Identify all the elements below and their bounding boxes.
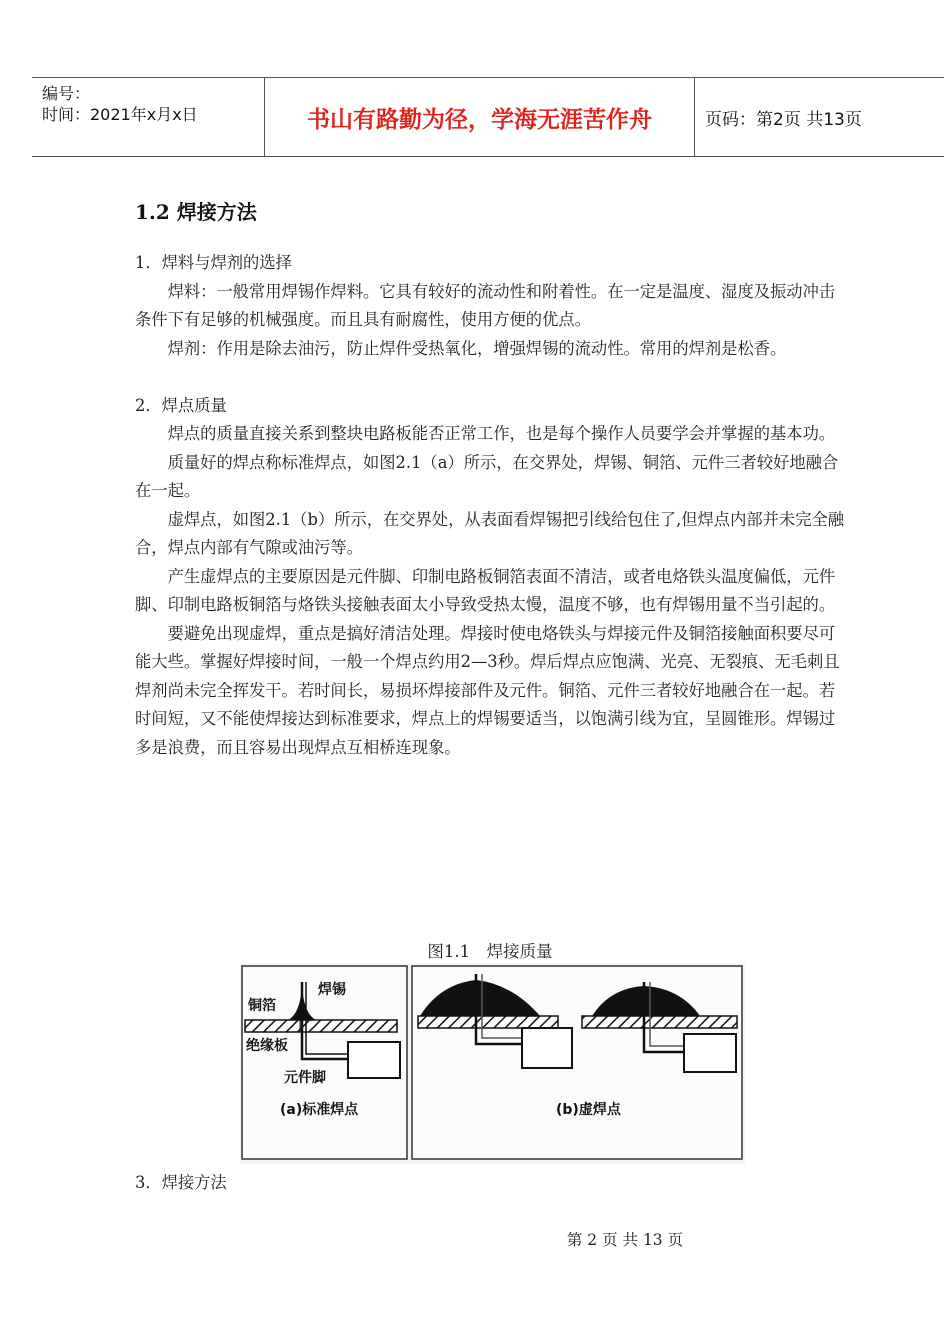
soldering-diagram <box>240 964 745 1164</box>
body-text <box>135 249 847 762</box>
header-page-label: 页码：第2页 共13页 <box>705 109 862 130</box>
paragraph: 焊料：一般常用焊锡作焊料。它具有较好的流动性和附着性。在一定是温度、湿度及振动冲击条件下有足够的机械强度。而且具有耐腐性，使用方便的优点。 <box>135 281 836 329</box>
paragraph: 焊点的质量直接关系到整块电路板能否正常工作，也是每个操作人员要学会并掌握的基本功。 <box>167 424 836 443</box>
figure-caption: 图1.1 焊接质量 <box>427 942 553 961</box>
label-caption-b: (b)虚焊点 <box>556 1102 621 1118</box>
label-board: 绝缘板 <box>246 1038 288 1054</box>
paragraph: 产生虚焊点的主要原因是元件脚、印制电路板铜箔表面不清洁，或者电烙铁头温度偏低，元件脚、印制电路板铜箔与烙铁头接触表面太小导致受热太慢，温度不够，也有焊锡用量不当引起的。 <box>135 566 836 614</box>
paragraph: 要避免出现虚焊，重点是搞好清洁处理。焊接时使电烙铁头与焊接元件及铜箔接触面积要尽可能大些。掌握好焊接时间，一般一个焊点约用2—3秒。焊后焊点应饱满、光亮、无裂痕、无毛刺且焊剂尚未完全挥发干。若时间长，易损坏焊接部件及元件。铜箔、元件三者较好地融合在一起。若时间短，又不能使焊接达到标准要求，焊点上的焊锡要适当，以饱满引线为宜，呈圆锥形。焊锡过多是浪费，而且容易出现焊点互相桥连现象。 <box>135 623 840 757</box>
header-motto: 书山有路勤为径，学海无涯苦作舟 <box>264 78 695 156</box>
subsection-heading: 2．焊点质量 <box>135 395 227 415</box>
panel-a-board <box>245 1020 397 1032</box>
document-number-label: 编号： <box>42 84 91 103</box>
panel-b-component-right <box>684 1034 736 1072</box>
paragraph: 焊剂：作用是除去油污，防止焊件受热氧化，增强焊锡的流动性。常用的焊剂是松香。 <box>167 338 787 358</box>
page-header <box>32 77 944 157</box>
header-meta <box>32 78 264 156</box>
panel-b-board-left <box>418 1016 558 1028</box>
soldering-figure <box>240 964 745 1164</box>
label-caption-a: (a)标准焊点 <box>280 1102 359 1118</box>
panel-b-component-left <box>522 1028 572 1068</box>
subsection-heading: 1．焊料与焊剂的选择 <box>135 253 292 272</box>
paragraph: 质量好的焊点称标准焊点，如图2.1（a）所示，在交界处，焊锡、铜箔、元件三者较好地融合在一起。 <box>135 452 839 500</box>
panel-b-board-right <box>582 1016 737 1028</box>
panel-a-component <box>348 1042 400 1078</box>
paragraph: 虚焊点，如图2.1（b）所示，在交界处，从表面看焊锡把引线给包住了,但焊点内部并未完全融合，焊点内部有气隙或油污等。 <box>135 509 845 557</box>
section-3-heading: 3．焊接方法 <box>135 1173 227 1192</box>
section-title: 1.2 焊接方法 <box>135 200 257 224</box>
document-time-label: 时间：2021年x月x日 <box>42 105 198 124</box>
page-footer: 第 2 页 共 13 页 <box>566 1231 684 1249</box>
label-copper: 铜箔 <box>248 998 276 1014</box>
label-solder: 焊锡 <box>318 982 346 998</box>
paragraph-gap <box>135 363 847 392</box>
label-lead: 元件脚 <box>284 1070 326 1086</box>
